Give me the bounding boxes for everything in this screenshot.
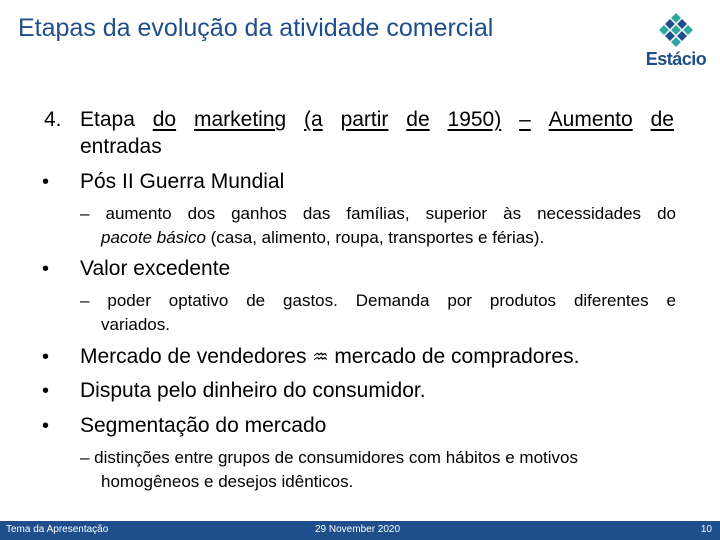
- footer-bar: [0, 521, 720, 540]
- sub2-word: de: [246, 291, 266, 310]
- item4-word: de: [406, 108, 430, 131]
- item4-word: do: [152, 108, 177, 131]
- bullet-marker: •: [42, 346, 50, 368]
- sub-homogeneos: homogêneos e desejos idênticos.: [101, 472, 354, 491]
- sub-distincoes: – distinções entre grupos de consumidores com hábitos e motivos: [80, 448, 578, 467]
- diamond-grid-icon: [658, 12, 694, 48]
- bullet-segmentacao: Segmentação do mercado: [80, 414, 327, 437]
- item-number: 4.: [44, 108, 62, 131]
- item4-word: Aumento: [548, 108, 633, 131]
- slide-title: Etapas da evolução da atividade comercial: [18, 14, 494, 42]
- item4-word: Etapa: [80, 108, 135, 131]
- sub2-word: poder: [107, 291, 151, 310]
- item4-word: –: [519, 108, 531, 131]
- footer-date: 29 November 2020: [315, 524, 401, 535]
- sub2-word: Demanda: [355, 291, 430, 310]
- sub2-word: –: [80, 291, 90, 310]
- sub2-word: e: [666, 291, 676, 310]
- mercado-compradores-text: mercado de compradores.: [334, 345, 580, 368]
- mercado-vendedores-text: Mercado de vendedores: [80, 345, 307, 368]
- logo-text: Estácio: [645, 49, 707, 69]
- footer-presentation-title: Tema da Apresentação: [6, 524, 109, 535]
- bullet-mercado-vendedores: [80, 345, 579, 369]
- item4-word: marketing: [193, 108, 287, 131]
- sub-variados: variados.: [101, 315, 170, 334]
- bullet-marker: •: [42, 380, 50, 402]
- aquarius-symbol-icon: ♒: [312, 347, 329, 368]
- sub-aumento-ganhos: – aumento dos ganhos das famílias, superior às necessidades do: [80, 204, 676, 223]
- bullet-valor-excedente: Valor excedente: [80, 257, 231, 280]
- sub-poder-optativo: [80, 291, 676, 311]
- estacio-logo: [636, 12, 716, 72]
- pacote-basico-rest: (casa, alimento, roupa, transportes e férias).: [205, 228, 545, 247]
- sub2-word: produtos: [489, 291, 557, 310]
- pacote-basico-italic: pacote básico: [101, 228, 206, 247]
- sub2-word: por: [447, 291, 472, 310]
- sub2-word: diferentes: [573, 291, 649, 310]
- item4-heading-cont: entradas: [80, 135, 162, 158]
- item4-word: (a: [304, 108, 323, 131]
- sub2-word: optativo: [168, 291, 229, 310]
- item4-heading: [80, 108, 674, 132]
- bullet-marker: •: [42, 258, 50, 280]
- footer-page-number: 10: [700, 524, 712, 535]
- item4-word: de: [650, 108, 674, 131]
- sub2-word: gastos.: [283, 291, 338, 310]
- item4-word: 1950): [447, 108, 502, 131]
- sub-pacote-basico: [101, 228, 544, 248]
- bullet-disputa: Disputa pelo dinheiro do consumidor.: [80, 379, 426, 402]
- item4-word: partir: [340, 108, 389, 131]
- bullet-marker: •: [42, 171, 50, 193]
- bullet-marker: •: [42, 415, 50, 437]
- bullet-pos-guerra: Pós II Guerra Mundial: [80, 170, 285, 193]
